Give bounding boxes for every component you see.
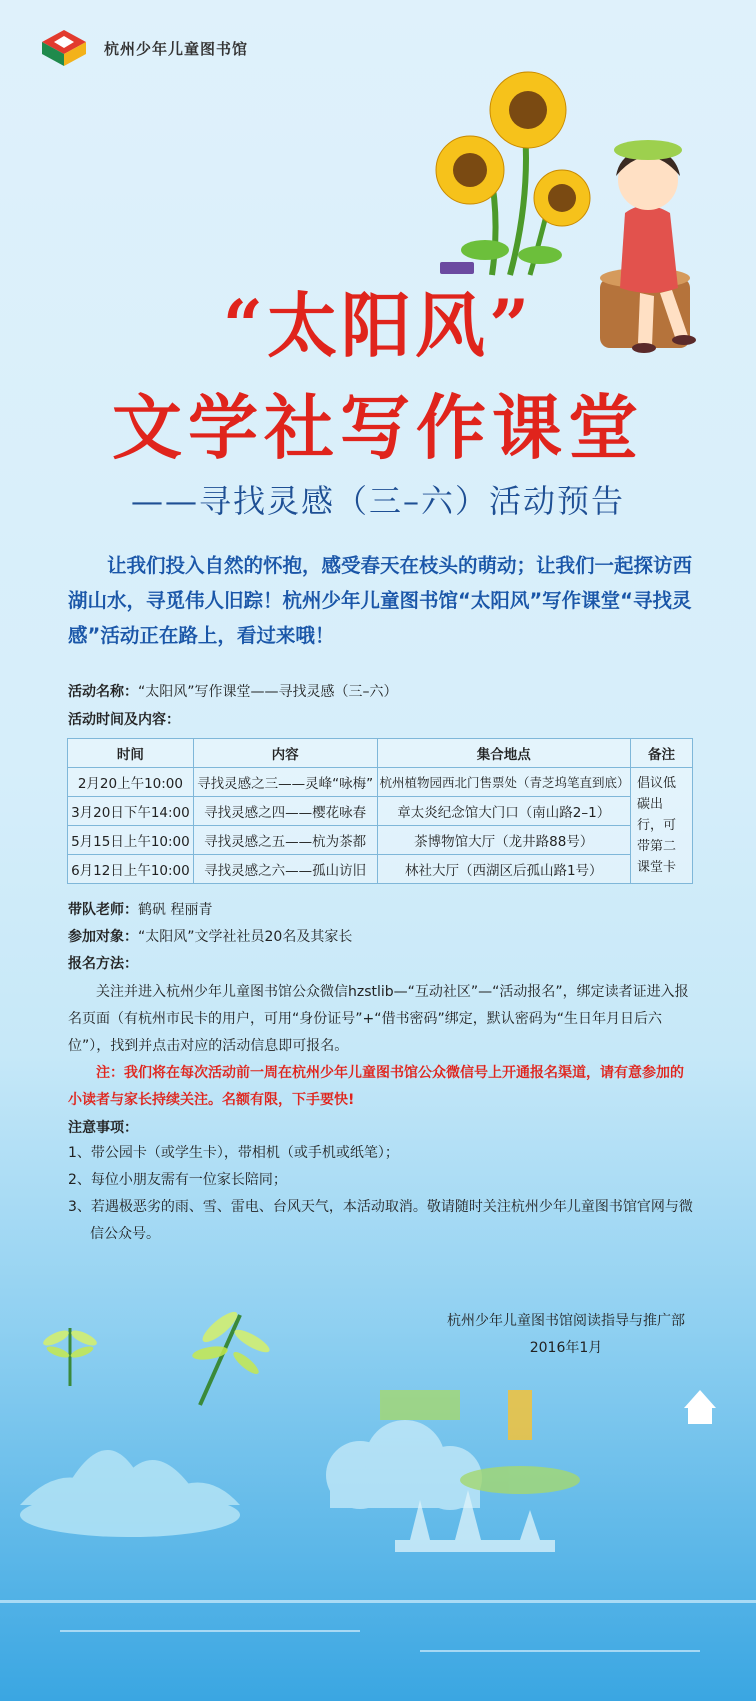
table-header: 时间 bbox=[68, 739, 194, 768]
activity-time-label: 活动时间及内容： bbox=[68, 712, 180, 728]
signup-label: 报名方法： bbox=[68, 956, 138, 972]
teacher-value: 鹤矾 程丽青 bbox=[138, 902, 213, 918]
cautions-label: 注意事项： bbox=[68, 1120, 138, 1136]
footer-dept: 杭州少年儿童图书馆阅读指导与推广部 bbox=[447, 1313, 685, 1329]
teacher-row bbox=[68, 899, 698, 919]
caution-item: 2、每位小朋友需有一位家长陪同； bbox=[68, 1172, 287, 1188]
activity-name-value: “太阳风”写作课堂——寻找灵感（三–六） bbox=[138, 684, 398, 700]
caution-item: 1、带公园卡（或学生卡），带相机（或手机或纸笔）； bbox=[68, 1145, 399, 1161]
signup-text: 关注并进入杭州少年儿童图书馆公众微信hzstlib—“互动社区”—“活动报名”，绑定读者证进入报名页面（有杭州市民卡的用户，可用“身份证号”+“借书密码”绑定，默认密码为“生日年月日后六位”），找到并点击对应的活动信息即可报名。 bbox=[68, 984, 689, 1054]
table-cell-content: 寻找灵感之五——杭为茶都 bbox=[193, 826, 377, 855]
signup-notice: 注：我们将在每次活动前一周在杭州少年儿童图书馆公众微信号上开通报名渠道，请有意参加的小读者与家长持续关注。名额有限，下手要快! bbox=[68, 1065, 684, 1108]
table-cell-time: 6月12日上午10:00 bbox=[68, 855, 194, 884]
subtitle: ——寻找灵感（三–六）活动预告 bbox=[130, 482, 625, 520]
table-cell-time: 2月20上午10:00 bbox=[68, 768, 194, 797]
dragonfly-icon bbox=[40, 1318, 100, 1388]
table-row bbox=[68, 768, 693, 797]
schedule-table bbox=[67, 738, 693, 884]
caution-item: 3、若遇极恶劣的雨、雪、雷电、台风天气，本活动取消。敬请随时关注杭州少年儿童图书馆官网与微信公众号。 bbox=[68, 1199, 693, 1242]
teacher-label: 带队老师： bbox=[68, 902, 138, 918]
table-cell-time: 3月20日下午14:00 bbox=[68, 797, 194, 826]
title-line1: “太阳风” bbox=[222, 284, 534, 367]
intro-paragraph: 让我们投入自然的怀抱，感受春天在枝头的萌动；让我们一起探访西湖山水，寻觅伟人旧踪！杭州少年儿童图书馆“太阳风”写作课堂“寻找灵感”活动正在路上，看过来哦！ bbox=[68, 554, 693, 647]
activity-name-label: 活动名称： bbox=[68, 684, 138, 700]
table-cell-content: 寻找灵感之三——灵峰“咏梅” bbox=[193, 768, 377, 797]
table-cell-note: 倡议低碳出行，可带第二课堂卡 bbox=[631, 768, 693, 884]
table-cell-place: 林社大厅（西湖区后孤山路1号） bbox=[377, 855, 631, 884]
library-logo-icon bbox=[40, 28, 88, 68]
table-cell-place: 杭州植物园西北门售票处（青芝坞笔直到底） bbox=[377, 768, 631, 797]
table-row bbox=[68, 826, 693, 855]
table-cell-content: 寻找灵感之六——孤山访旧 bbox=[193, 855, 377, 884]
title-line2: 文学社写作课堂 bbox=[112, 386, 644, 469]
table-cell-content: 寻找灵感之四——樱花咏春 bbox=[193, 797, 377, 826]
table-cell-time: 5月15日上午10:00 bbox=[68, 826, 194, 855]
table-header: 集合地点 bbox=[377, 739, 631, 768]
audience-label: 参加对象： bbox=[68, 929, 138, 945]
table-header: 内容 bbox=[193, 739, 377, 768]
activity-name-row bbox=[68, 681, 698, 701]
footer-date: 2016年1月 bbox=[529, 1340, 603, 1356]
table-cell-place: 章太炎纪念馆大门口（南山路2–1） bbox=[377, 797, 631, 826]
lotus-scenery-icon bbox=[0, 1390, 756, 1701]
audience-value: “太阳风”文学社社员20名及其家长 bbox=[138, 929, 353, 945]
org-name: 杭州少年儿童图书馆 bbox=[104, 40, 249, 58]
sunflower-illustration-icon bbox=[430, 50, 600, 280]
table-row bbox=[68, 797, 693, 826]
table-header: 备注 bbox=[631, 739, 693, 768]
table-header-row bbox=[68, 739, 693, 768]
table-row bbox=[68, 855, 693, 884]
table-cell-place: 茶博物馆大厅（龙井路88号） bbox=[377, 826, 631, 855]
audience-row bbox=[68, 926, 698, 946]
